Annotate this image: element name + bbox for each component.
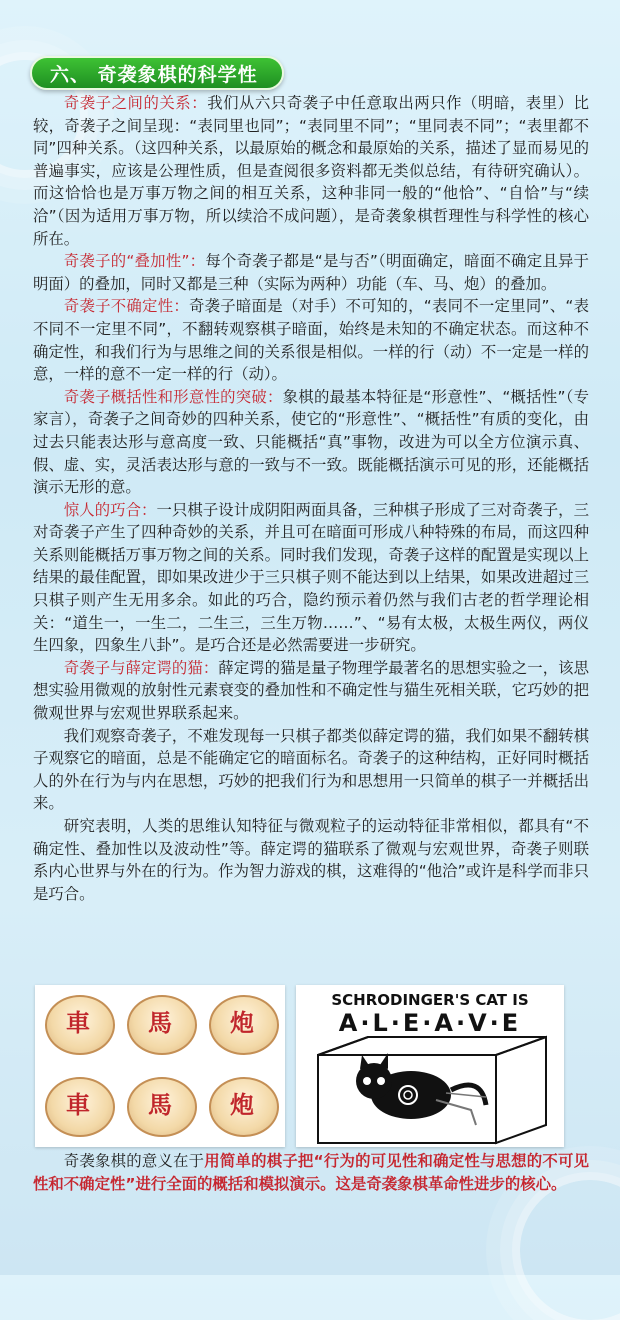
paragraph-text: 奇袭子暗面是（对手）不可知的，“表同不一定里同”、“表不同不一定里不同”，不翻转观察棋子暗面，始终是未知的不确定状态。而这种不确定性，和我们行为与思维之间的关系很是相似。一样的行（动）不一定是一样的意，一样的意不一定一样的行（动）。 <box>33 297 589 384</box>
paragraph-text: 研究表明，人类的思维认知特征与微观粒子的运动特征非常相似，都具有“不确定性、叠加性以及波动性”等。薛定谔的猫联系了微观与宏观世界，奇袭子则联系内心世界与外在的行为。作为智力游戏的棋，这难得的“他洽”或许是科学而非只是巧合。 <box>33 817 589 903</box>
paragraph-text: 一只棋子设计成阴阳两面具备，三种棋子形成了三对奇袭子，三对奇袭子产生了四种奇妙的关系，并且可在暗面可形成八种特殊的布局，而这四种关系则能概括万事万物之间的关系。同时我们发现，奇袭子这样的配置是实现以上结果的最佳配置，即如果改进少于三只棋子则不能达到以上结果，如果改进超过三只棋子则产生无用多余。如此的巧合，隐约预示着仍然与我们古老的哲学理论相关：“道生一，一生二，二生三，三生万物……”、“易有太极，太极生两仪，两仪生四象，四象生八卦”。是巧合还是必然需要进一步研究。 <box>33 500 589 655</box>
article-body <box>33 92 589 905</box>
paragraph-uncertainty <box>33 295 589 385</box>
paragraph-schrodinger <box>33 657 589 725</box>
chess-piece: 馬 <box>127 995 193 1057</box>
summary-statement <box>33 1150 589 1195</box>
decorative-rings-bottom <box>520 1180 620 1320</box>
paragraph-text: 我们观察奇袭子，不难发现每一只棋子都类似薛定谔的猫，我们如果不翻转棋子观察它的暗面，总是不能确定它的暗面标名。奇袭子的这种结构，正好同时概括人的外在行为与内在思想，巧妙的把我们行为和思想用一只简单的棋子一并概括出来。 <box>33 726 589 813</box>
chess-piece: 炮 <box>209 995 275 1057</box>
paragraph-breakthrough <box>33 386 589 499</box>
paragraph-heading: 奇袭子与薛定谔的猫： <box>63 658 219 677</box>
chess-piece: 車 <box>45 1077 111 1139</box>
paragraph-relations <box>33 92 589 250</box>
paragraph-superposition <box>33 250 589 295</box>
chess-piece: 馬 <box>127 1077 193 1139</box>
paragraph-coincidence <box>33 499 589 657</box>
paragraph-heading: 奇袭子的“叠加性”： <box>63 252 206 271</box>
summary-emphasis: 用简单的棋子把“行为的可见性和确定性与思想的不可见性和不确定性”进行全面的概括和模拟演示。这是奇袭象棋革命性进步的核心。 <box>33 1152 589 1193</box>
paragraph-text: 薛定谔的猫是量子物理学最著名的思想实验之一，该思想实验用微观的放射性元素衰变的叠加性和不确定性与猫生死相关联，它巧妙的把微观世界与宏观世界联系起来。 <box>33 658 589 723</box>
paragraph-observation <box>33 725 589 815</box>
cat-box-illustration <box>296 985 564 1147</box>
paragraph-text: 象棋的最基本特征是“形意性”、“概括性”（专家言），奇袭子之间奇妙的四种关系，使它的“形意性”、“概括性”有质的变化，由过去只能表达形与意高度一致、只能概括“真”事物，改进为可以全方位演示真、假、虚、实，灵活表达形与意的一致与不一致。既能概括演示可见的形，还能概括演示无形的意。 <box>33 387 589 497</box>
paragraph-heading: 惊人的巧合： <box>63 500 157 519</box>
chess-piece: 車 <box>45 995 111 1057</box>
paragraph-heading: 奇袭子概括性和形意性的突破： <box>63 387 283 406</box>
summary-lead: 奇袭象棋的意义在于 <box>63 1152 205 1170</box>
paragraph-heading: 奇袭子不确定性： <box>63 297 189 316</box>
cat-image-subtitle: A·L·E·A·V·E <box>338 1009 522 1037</box>
chess-pieces-photo <box>35 985 285 1147</box>
paragraph-text: 每个奇袭子都是“是与否”（明面确定，暗面不确定且异于明面）的叠加，同时又都是三种（实际为两种）功能（车、马、炮）的叠加。 <box>33 252 590 293</box>
paragraph-heading: 奇袭子之间的关系： <box>63 94 208 112</box>
paragraph-text: 我们从六只奇袭子中任意取出两只作（明暗，表里）比较，奇袭子之间呈现：“表同里也同”；“表同里不同”；“里同表不同”；“表里都不同”四种关系。（这四种关系，以最原始的概念和最原始的关系，描述了显而易见的普遍事实，应该是公理性质，但是查阅很多资料都无类似总结，有待研究确认）。而这恰恰也是万事万物之间的相互关系，这种非同一般的“他恰”、“自恰”与“续洽”（因为适用万事万物，所以续洽不成问题），是奇袭象棋哲理性与科学性的核心所在。 <box>33 94 589 248</box>
schrodinger-cat-image <box>296 985 564 1147</box>
cat-image-title: SCHRODINGER'S CAT IS <box>331 991 529 1009</box>
summary-paragraph <box>33 1150 589 1195</box>
paragraph-research <box>33 815 589 905</box>
section-title: 六、 奇袭象棋的科学性 <box>30 56 284 90</box>
chess-piece: 炮 <box>209 1077 275 1139</box>
